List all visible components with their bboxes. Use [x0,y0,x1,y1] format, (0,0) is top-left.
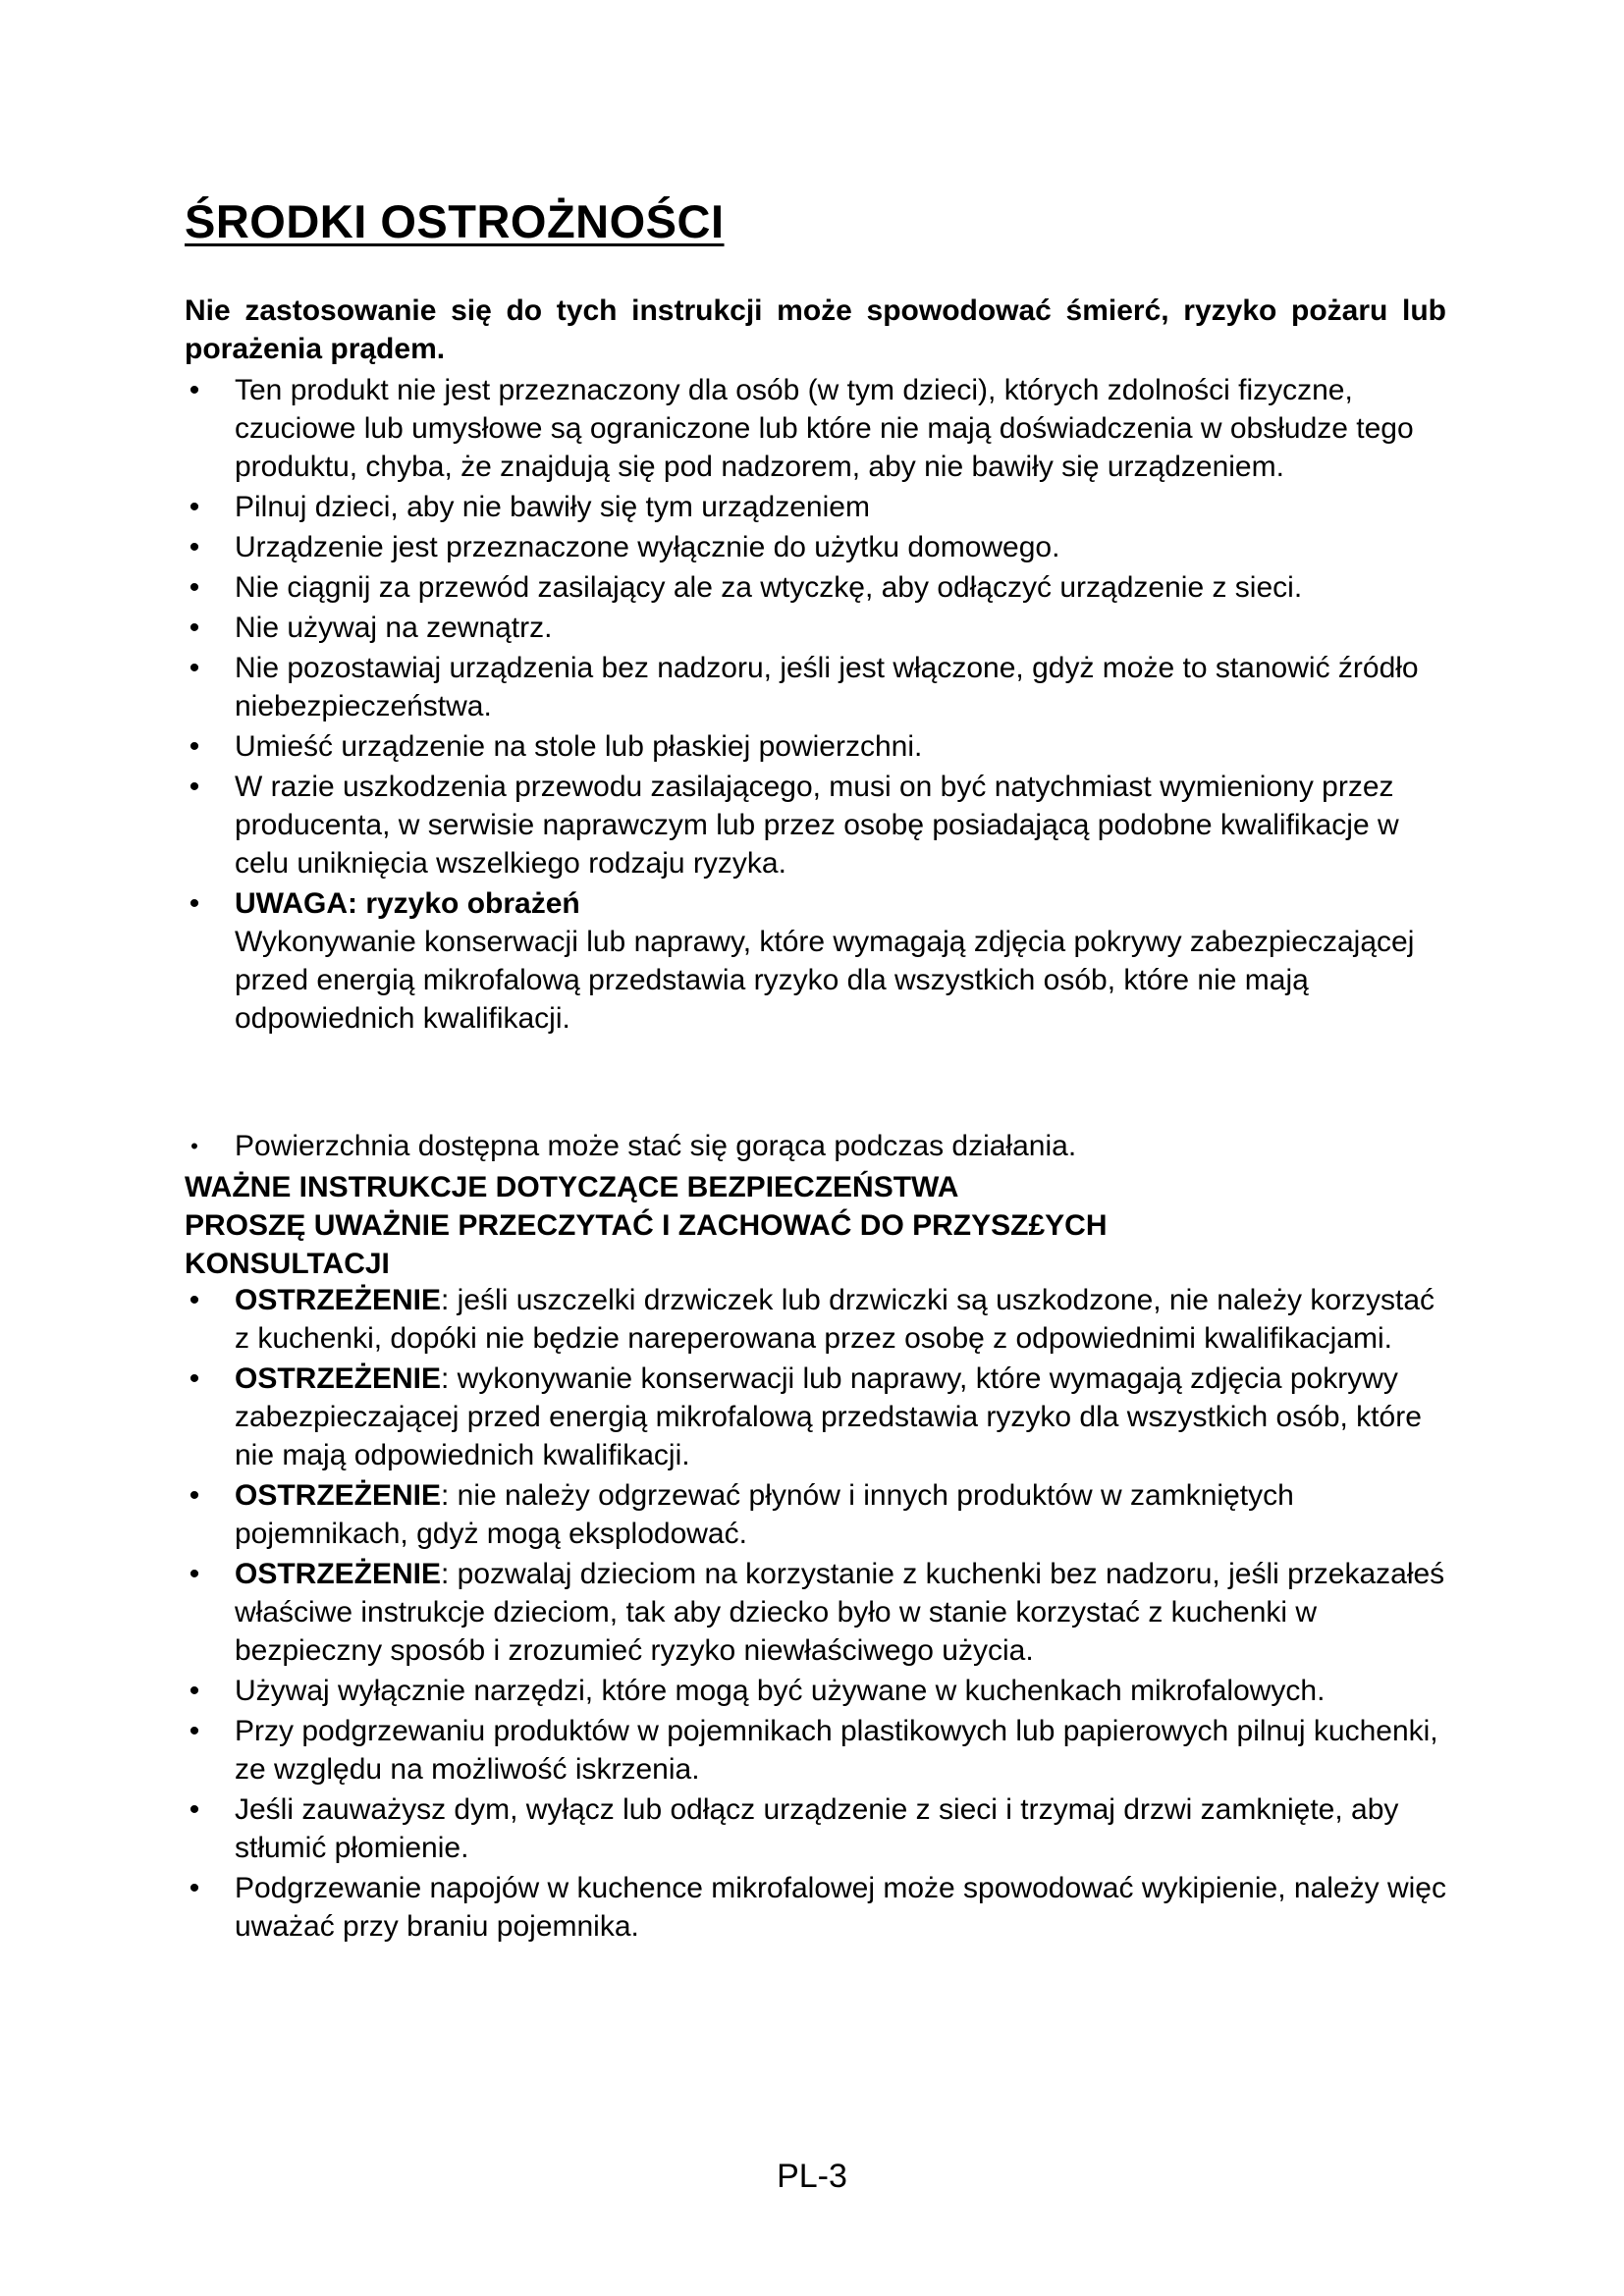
list-item [185,1672,1451,1710]
bullet-icon: • [189,1675,200,1707]
safety-instructions-heading [185,1168,1451,1283]
safety-instructions-list [185,1281,1451,1948]
list-item [185,768,1451,882]
list-item-text: Wykonywanie konserwacji lub naprawy, które wymagają zdjęcia pokrywy zabezpieczającej przed energią mikrofalową przedstawia ryzyko dla wszystkich osób, które nie mają odpowiednich kwalifikacji. [235,926,1415,1035]
heading-line: WAŻNE INSTRUKCJE DOTYCZĄCE BEZPIECZEŃSTWA [185,1171,959,1203]
list-item [185,371,1451,486]
bullet-icon: • [189,571,200,604]
page-number: PL-3 [777,2158,847,2195]
list-item-text: Jeśli zauważysz dym, wyłącz lub odłącz urządzenie z sieci i trzymaj drzwi zamknięte, aby stłumić płomienie. [235,1793,1399,1864]
list-item-text: Nie ciągnij za przewód zasilający ale za wtyczkę, aby odłączyć urządzenie z sieci. [235,571,1303,604]
warning-label: OSTRZEŻENIE [235,1479,442,1512]
list-item [185,488,1451,526]
list-item-text: : nie należy odgrzewać płynów i innych produktów w zamkniętych pojemnikach, gdyż mogą eksplodować. [235,1479,1294,1550]
bullet-icon: • [189,771,200,803]
list-item [185,568,1451,607]
bullet-icon: • [189,531,200,563]
bullet-icon: • [189,652,200,684]
bullet-icon: • [189,1793,200,1826]
list-item-text: Przy podgrzewaniu produktów w pojemnikach plastikowych lub papierowych pilnuj kuchenki, ze względu na możliwość iskrzenia. [235,1715,1438,1786]
warning-label: OSTRZEŻENIE [235,1362,442,1395]
warning-label: OSTRZEŻENIE [235,1284,442,1316]
heading-line: KONSULTACJI [185,1248,390,1280]
bullet-icon: • [189,612,200,644]
list-item-text: : jeśli uszczelki drzwiczek lub drzwiczki są uszkodzone, nie należy korzystać z kuchenki, dopóki nie będzie nareperowana przez osobę z odpowiednimi kwalifikacjami. [235,1284,1435,1355]
list-item-text: Umieść urządzenie na stole lub płaskiej powierzchni. [235,730,923,763]
list-item [185,1476,1451,1553]
page-title: ŚRODKI OSTROŻNOŚCI [185,195,725,247]
list-item-text: : wykonywanie konserwacji lub naprawy, które wymagają zdjęcia pokrywy zabezpieczającej przed energią mikrofalową przedstawia ryzyko dla wszystkich osób, które nie mają odpowiednich kwalifikacji. [235,1362,1422,1471]
list-item-text: Pilnuj dzieci, aby nie bawiły się tym urządzeniem [235,491,870,523]
list-item-text: Ten produkt nie jest przeznaczony dla osób (w tym dzieci), których zdolności fizyczne, czuciowe lub umysłowe są ograniczone lub które nie mają doświadczenia w obsłudze tego produktu, chyba, że znajdują się pod nadzorem, aby nie bawiły się urządzeniem. [235,374,1414,483]
bullet-icon: • [189,1362,200,1395]
list-item-text: Nie pozostawiaj urządzenia bez nadzoru, jeśli jest włączone, gdyż może to stanowić źródło niebezpieczeństwa. [235,652,1419,722]
warning-label: UWAGA: ryzyko obrażeń [235,887,580,920]
bullet-icon: • [189,491,200,523]
bullet-icon: • [190,1134,198,1158]
intro-warning: Nie zastosowanie się do tych instrukcji może spowodować śmierć, ryzyko pożaru lub porażenia prądem. [185,294,1446,365]
list-item-text: Urządzenie jest przeznaczone wyłącznie do użytku domowego. [235,531,1060,563]
warning-label: OSTRZEŻENIE [235,1558,442,1590]
list-item-text: : pozwalaj dzieciom na korzystanie z kuchenki bez nadzoru, jeśli przekazałeś właściwe instrukcje dzieciom, tak aby dziecko było w stanie korzystać z kuchenki w bezpieczny sposób i zrozumieć ryzyko niewłaściwego użycia. [235,1558,1445,1667]
list-item [185,1555,1451,1670]
list-item [185,1360,1451,1474]
list-item [185,884,1451,1038]
heading-line: PROSZĘ UWAŻNIE PRZECZYTAĆ I ZACHOWAĆ DO PRZYSZ£YCH [185,1209,1108,1242]
list-item [185,1127,1451,1165]
list-item [185,528,1451,566]
list-item-text: Używaj wyłącznie narzędzi, które mogą być używane w kuchenkach mikrofalowych. [235,1675,1326,1707]
list-item [185,727,1451,766]
precautions-list [185,371,1451,1040]
bullet-icon: • [189,1715,200,1747]
list-item-text: Powierzchnia dostępna może stać się gorąca podczas działania. [235,1130,1077,1162]
list-item [185,1281,1451,1358]
list-item-text: Nie używaj na zewnątrz. [235,612,553,644]
list-item [185,609,1451,647]
list-item-text: W razie uszkodzenia przewodu zasilającego, musi on być natychmiast wymieniony przez producenta, w serwisie naprawczym lub przez osobę posiadającą podobne kwalifikacje w celu uniknięcia wszelkiego rodzaju ryzyka. [235,771,1399,880]
bullet-icon: • [189,887,200,920]
list-item [185,649,1451,725]
list-item [185,1869,1451,1946]
list-item-text: Podgrzewanie napojów w kuchence mikrofalowej może spowodować wykipienie, należy więc uważać przy braniu pojemnika. [235,1872,1446,1943]
bullet-icon: • [189,1284,200,1316]
list-item [185,1712,1451,1789]
bullet-icon: • [189,374,200,406]
bullet-icon: • [189,1558,200,1590]
bullet-icon: • [189,730,200,763]
bullet-icon: • [189,1479,200,1512]
bullet-icon: • [189,1872,200,1904]
list-item [185,1790,1451,1867]
surface-note-list [185,1127,1451,1167]
